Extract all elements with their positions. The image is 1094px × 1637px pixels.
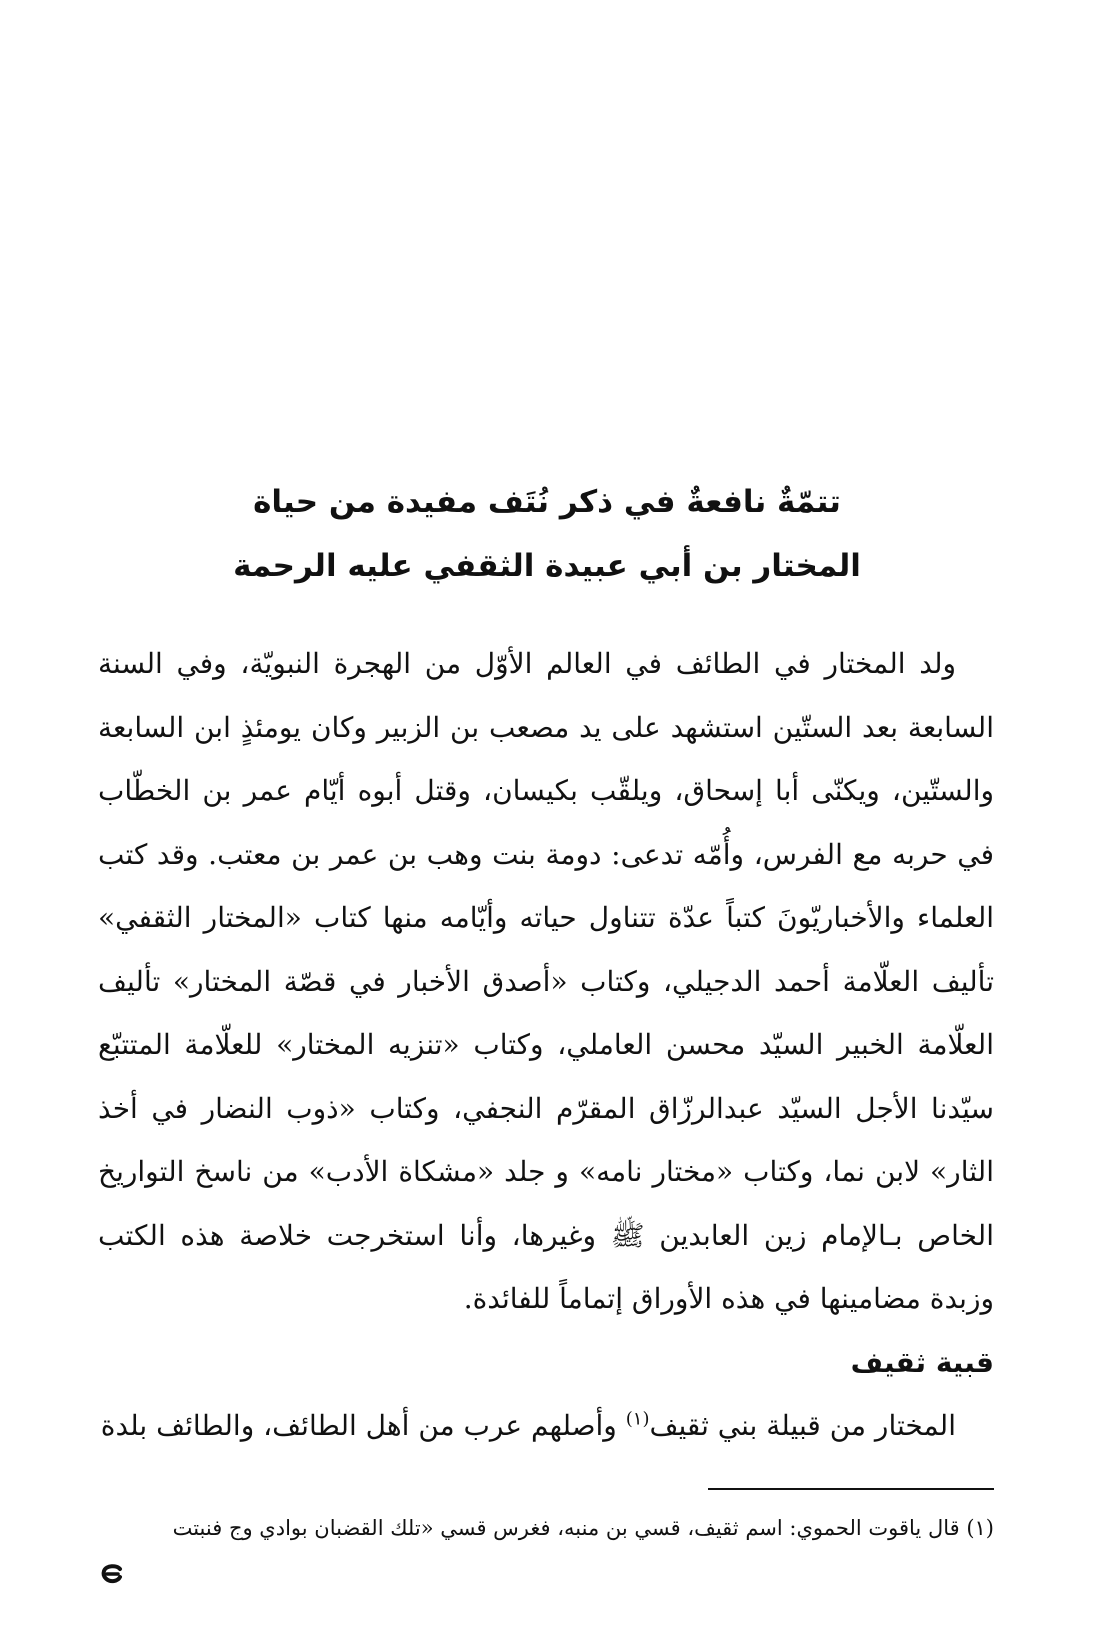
chapter-title-line-2: المختار بن أبي عبيدة الثقفي عليه الرحمة [233, 548, 861, 584]
chapter-title [0, 470, 1094, 598]
paragraph-2-text-end: وأصلهم عرب من أهل الطائف، والطائف بلدة [100, 1409, 626, 1442]
body-text [98, 632, 994, 1458]
section-heading: قبية ثقيف [850, 1345, 994, 1379]
paragraph-2 [98, 1394, 994, 1458]
chapter-title-line-1: تتمّةٌ نافعةٌ في ذكر نُتَف مفيدة من حياة [253, 484, 841, 520]
continuation-mark-icon [100, 1562, 124, 1586]
footnote: (١) قال ياقوت الحموي: اسم ثقيف، قسي بن منبه، فغرس قسي «تلك القضبان بوادي وج فنبتت [172, 1516, 994, 1540]
footnote-reference: (١) [625, 1408, 650, 1430]
paragraph-2-text-start: المختار من قبيلة بني ثقيف [649, 1409, 956, 1442]
paragraph-1: ولد المختار في الطائف في العالم الأوّل من الهجرة النبويّة، وفي السنة السابعة بعد الستّين استشهد على يد مصعب بن الزبير وكان يومئذٍ ابن السابعة والستّين، ويكنّى أبا إسحاق، ويلقّب بكيسان، وقتل أبوه أيّام عمر بن الخطّاب في حربه مع الفرس، وأُمّه تدعى: دومة بنت وهب بن عمر بن معتب. وقد كتب العلماء والأخباريّونَ كتباً عدّة تتناول حياته وأيّامه منها كتاب «المختار الثقفي» تأليف العلّامة أحمد الدجيلي، وكتاب «أصدق الأخبار في قصّة المختار» تأليف العلّامة الخبير السيّد محسن العاملي، وكتاب «تنزيه المختار» للعلّامة المتتبّع سيّدنا الأجل السيّد عبدالرزّاق المقرّم النجفي، وكتاب «ذوب النضار في أخذ الثار» لابن نما، وكتاب «مختار نامه» و جلد «مشكاة الأدب» من ناسخ التواريخ الخاص بـالإمام زين العابدين ﷺ وغيرها، وأنا استخرجت خلاصة هذه الكتب وزبدة مضامينها في هذه الأوراق إتماماً للفائدة. [98, 647, 995, 1315]
footnote-separator [708, 1488, 994, 1490]
